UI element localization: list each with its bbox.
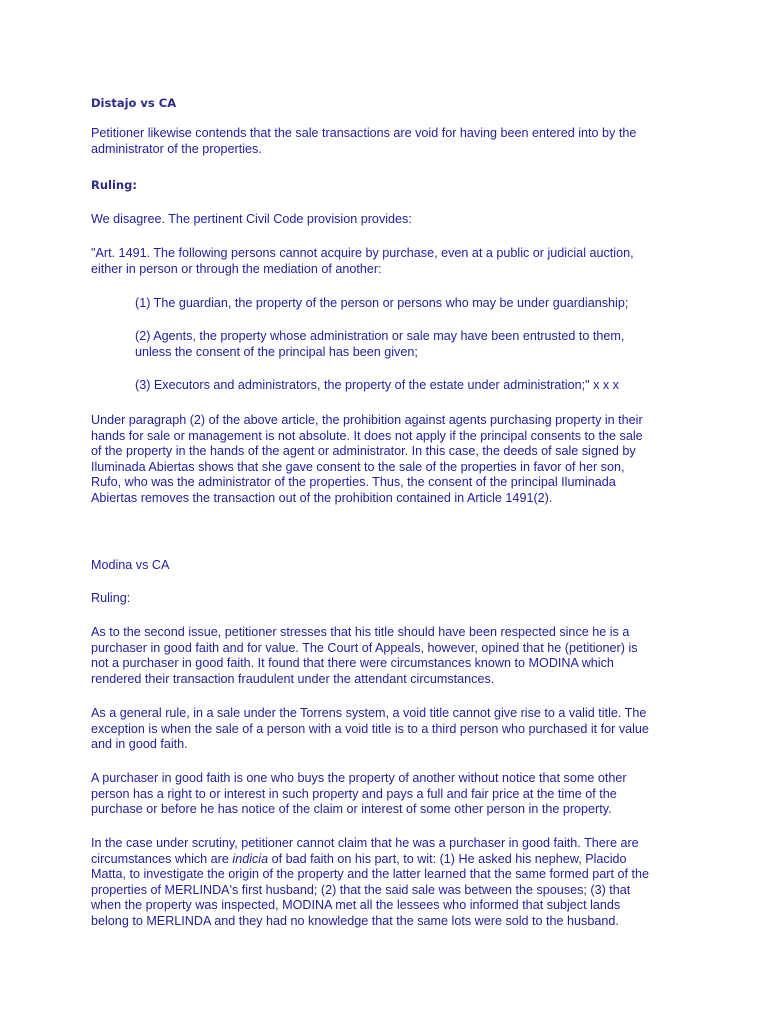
paragraph-text: circumstances which are	[91, 851, 233, 866]
modina-paragraph-2	[91, 706, 691, 753]
article-item-line: unless the consent of the principal has been given;	[135, 344, 418, 359]
distajo-disagree: We disagree. The pertinent Civil Code provision provides:	[91, 212, 412, 226]
case-title-distajo: Distajo vs CA	[91, 96, 177, 110]
modina-ruling-label: Ruling:	[91, 591, 131, 605]
paragraph-line: exception is when the sale of a person with a void title is to a third person who purchased it for value	[91, 721, 649, 736]
paragraph-line: rendered their transaction fraudulent under the attendant circumstances.	[91, 671, 495, 686]
modina-paragraph-1	[91, 625, 691, 687]
paragraph-line: not a purchaser in good faith. It found that there were circumstances known to MODINA which	[91, 656, 614, 671]
paragraph-text: of bad faith on his part, to wit: (1) He asked his nephew, Placido	[268, 851, 627, 866]
case-title-modina: Modina vs CA	[91, 558, 170, 572]
analysis-line: hands for sale or management is not absolute. It does not apply if the principal consents to the sale	[91, 428, 643, 443]
analysis-line: Under paragraph (2) of the above article, the prohibition against agents purchasing property in their	[91, 413, 643, 427]
paragraph-line: when the property was inspected, MODINA met all the lessees who informed that subject lands	[91, 898, 621, 913]
paragraph-line: As a general rule, in a sale under the Torrens system, a void title cannot give rise to a valid title. The	[91, 706, 647, 720]
modina-paragraph-3	[91, 771, 691, 818]
analysis-line: Iluminada Abiertas shows that she gave consent to the sale of the properties in favor of her son,	[91, 459, 625, 474]
paragraph-line: A purchaser in good faith is one who buys the property of another without notice that some other	[91, 771, 627, 785]
article-1491	[91, 246, 691, 277]
paragraph-line: As to the second issue, petitioner stresses that his title should have been respected since he is a	[91, 625, 630, 639]
paragraph-line: Matta, to investigate the origin of the property and the latter learned that the same formed part of the	[91, 867, 649, 882]
paragraph-line: person has a right to or interest in such property and pays a full and fair price at the time of the	[91, 786, 617, 801]
article-item-3: (3) Executors and administrators, the property of the estate under administration;" x x x	[135, 378, 619, 392]
distajo-intro-line: administrator of the properties.	[91, 141, 262, 156]
distajo-ruling-label: Ruling:	[91, 178, 137, 192]
paragraph-line: purchaser in good faith and for value. The Court of Appeals, however, opined that he (petitioner) is	[91, 640, 638, 655]
article-item-1: (1) The guardian, the property of the person or persons who may be under guardianship;	[135, 296, 629, 310]
article-item-line: (2) Agents, the property whose administration or sale may have been entrusted to them,	[135, 329, 625, 343]
paragraph-line: In the case under scrutiny, petitioner cannot claim that he was a purchaser in good faith. There are	[91, 836, 639, 850]
paragraph-line: belong to MERLINDA and they had no knowledge that the same lots were sold to the husband.	[91, 913, 619, 928]
distajo-intro	[91, 126, 691, 157]
modina-paragraph-4	[91, 836, 691, 930]
distajo-analysis	[91, 413, 691, 507]
article-line: either in person or through the mediation of another:	[91, 261, 382, 276]
paragraph-line: properties of MERLINDA's first husband; (2) that the said sale was between the spouses; (3) that	[91, 882, 631, 897]
article-line: "Art. 1491. The following persons cannot acquire by purchase, even at a public or judicial auction,	[91, 246, 634, 260]
paragraph-line: purchase or before he has notice of the claim or interest of some other person in the property.	[91, 802, 612, 817]
analysis-line: of the property in the hands of the agent or administrator. In this case, the deeds of sale signed by	[91, 444, 636, 459]
analysis-line: Rufo, who was the administrator of the properties. Thus, the consent of the principal Iluminada	[91, 475, 616, 490]
paragraph-line: and in good faith.	[91, 737, 188, 752]
distajo-intro-line: Petitioner likewise contends that the sale transactions are void for having been entered into by the	[91, 126, 637, 140]
analysis-line: Abiertas removes the transaction out of the prohibition contained in Article 1491(2).	[91, 490, 553, 505]
indicia-emphasis: indicia	[232, 851, 269, 866]
article-item-2	[135, 329, 675, 360]
paragraph-line	[91, 852, 691, 868]
